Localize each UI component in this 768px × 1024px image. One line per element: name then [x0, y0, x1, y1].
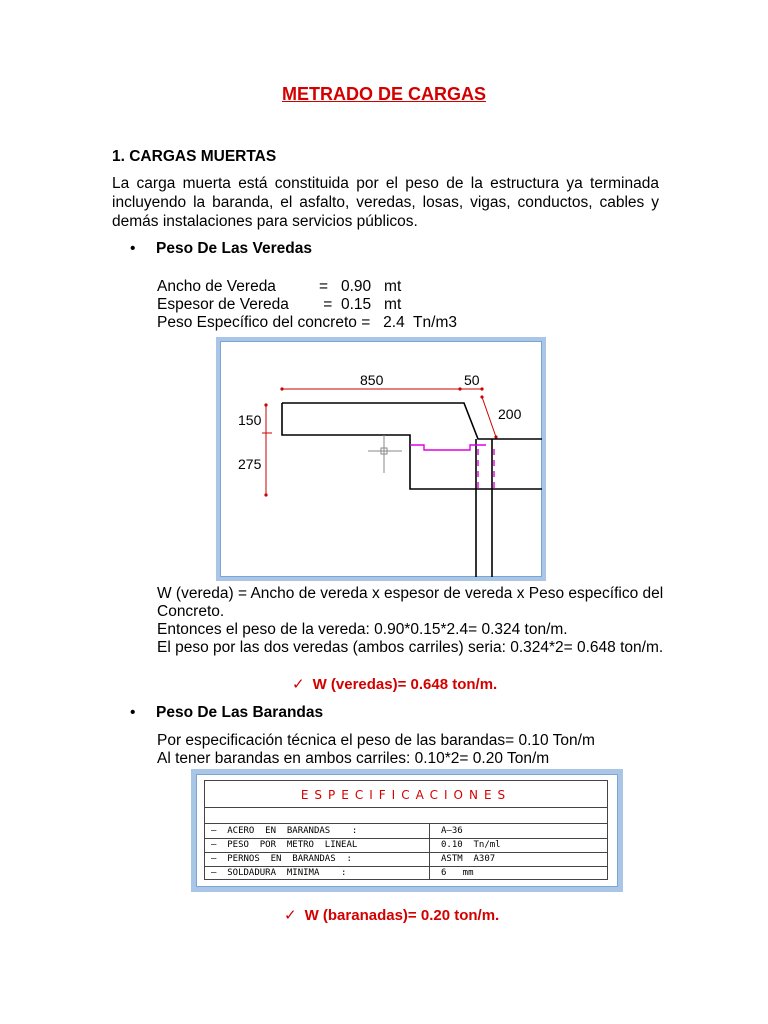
- magenta-detail: [410, 445, 494, 491]
- spec-row-value: 6 mm: [441, 868, 474, 878]
- spec-row-value: A–36: [441, 826, 463, 836]
- peso-especifico-line: Peso Específico del concreto = 2.4 Tn/m3: [157, 314, 457, 331]
- dim-label-150: 150: [238, 412, 262, 428]
- spec-row-label: – PESO POR METRO LINEAL: [211, 840, 358, 850]
- crosshair-icon: [368, 435, 402, 473]
- formula-line-4: El peso por las dos veredas (ambos carriles) seria: 0.324*2= 0.648 ton/m.: [157, 639, 664, 656]
- page-title: METRADO DE CARGAS: [281, 84, 486, 104]
- spec-table-figure: [191, 769, 623, 892]
- spec-row: [205, 866, 607, 880]
- bullet-peso-veredas: [130, 240, 312, 258]
- formula-line-1: W (vereda) = Ancho de vereda x espesor de vereda x Peso específico del: [157, 585, 664, 602]
- result-veredas: [292, 675, 497, 693]
- spec-row-value: 0.10 Tn/ml: [441, 840, 501, 850]
- check-icon: ✓: [292, 676, 305, 693]
- spec-table-title: ESPECIFICACIONES: [300, 788, 512, 802]
- spec-row-label: – ACERO EN BARANDAS :: [211, 826, 358, 836]
- bullet-peso-barandas: [130, 704, 323, 722]
- ancho-vereda-line: Ancho de Vereda = 0.90 mt: [157, 278, 402, 295]
- result-veredas-text: W (veredas)= 0.648 ton/m.: [312, 676, 498, 693]
- intro-paragraph: La carga muerta está constituida por el peso de la estructura ya terminada incluyendo la baranda, el asfalto, veredas, losas, vigas, conductos, cables y demás instalaciones para servicios públicos.: [112, 175, 659, 230]
- bullet-label: Peso De Las Veredas: [156, 240, 312, 257]
- spec-divider: [205, 807, 607, 808]
- formula-line-2: Concreto.: [157, 603, 225, 620]
- bullet-label: Peso De Las Barandas: [156, 704, 324, 721]
- dim-label-275: 275: [238, 456, 262, 472]
- dim-label-50: 50: [464, 372, 480, 388]
- espesor-vereda-line: Espesor de Vereda = 0.15 mt: [157, 296, 402, 313]
- bullet-icon: •: [130, 704, 136, 721]
- spec-row-label: – PERNOS EN BARANDAS :: [211, 854, 352, 864]
- spec-row-value: ASTM A307: [441, 854, 496, 864]
- spec-row: [205, 824, 607, 838]
- result-barandas-text: W (baranadas)= 0.20 ton/m.: [304, 907, 500, 924]
- spec-row-label: – SOLDADURA MINIMA :: [211, 868, 347, 878]
- bullet-icon: •: [130, 240, 136, 257]
- barandas-line-1: Por especificación técnica el peso de las barandas= 0.10 Ton/m: [157, 732, 595, 749]
- dimension-lines: [262, 389, 496, 495]
- section-heading-cargas-muertas: 1. CARGAS MUERTAS: [112, 148, 277, 165]
- spec-table: [204, 780, 608, 880]
- dim-label-850: 850: [360, 372, 384, 388]
- spec-row: [205, 852, 607, 866]
- result-barandas: [284, 906, 499, 924]
- dim-label-200: 200: [498, 406, 522, 422]
- formula-line-3: Entonces el peso de la vereda: 0.90*0.15*2.4= 0.324 ton/m.: [157, 621, 568, 638]
- spec-row: [205, 838, 607, 852]
- vereda-section-figure: [216, 337, 546, 581]
- check-icon: ✓: [284, 907, 297, 924]
- barandas-line-2: Al tener barandas en ambos carriles: 0.10*2= 0.20 Ton/m: [157, 750, 550, 767]
- vereda-drawing: [220, 341, 542, 577]
- structure-outline: [282, 403, 542, 577]
